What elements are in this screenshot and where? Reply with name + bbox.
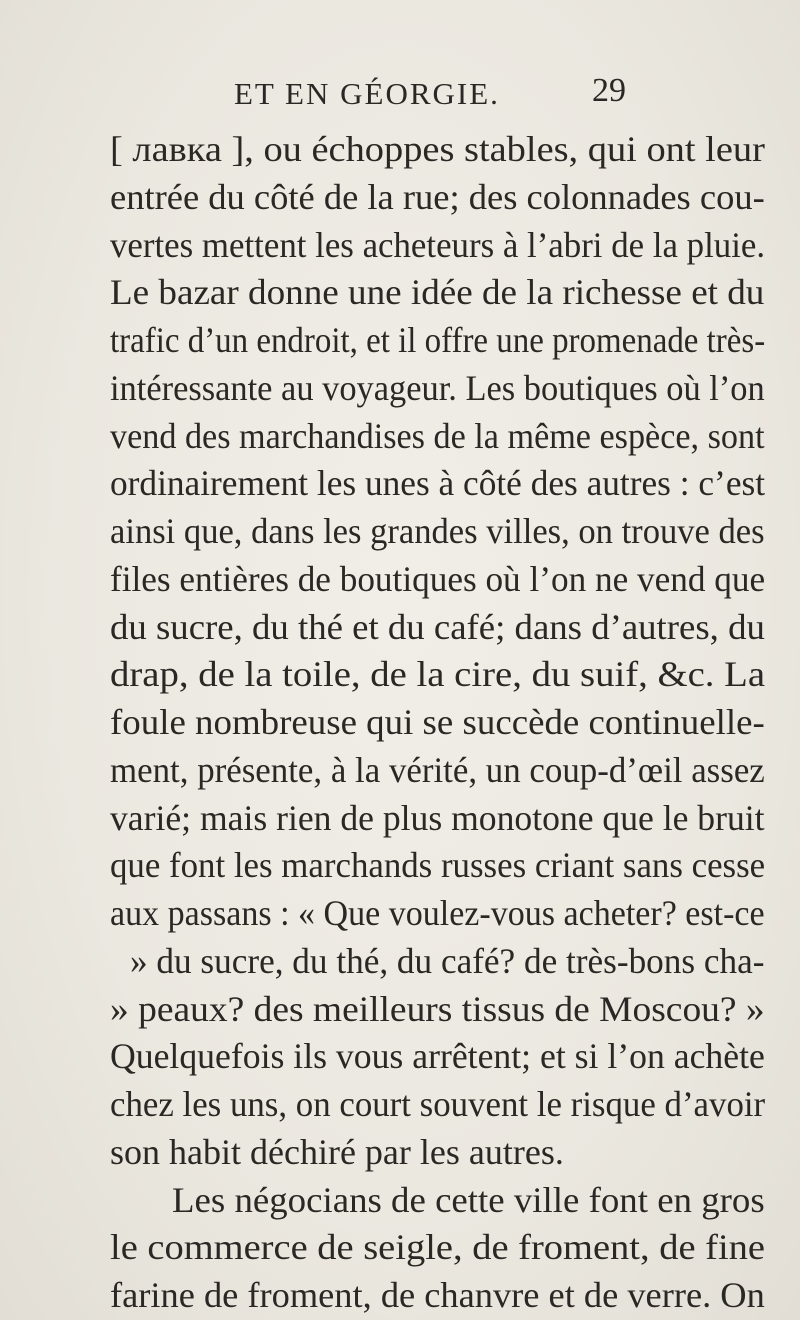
text-line: ordinairement les unes à côté des autres : c’est [110,463,766,503]
text-line: vend des marchandises de la même espèce, sont [110,416,765,456]
running-head [0,72,800,116]
text-line: » peaux? des meilleurs tissus de Moscou? » [110,989,765,1029]
text-line: chez les uns, on court souvent le risque d’avoir [110,1084,766,1124]
text-line: son habit déchiré par les autres. [110,1132,564,1172]
text-line: drap, de la toile, de la cire, du suif, &c. La [110,654,766,694]
text-line: entrée du côté de la rue; des colonnades cou- [110,177,765,217]
text-line: » du sucre, du thé, du café? de très-bons cha- [130,941,765,981]
text-line: [ лавка ], ou échoppes stables, qui ont leur [110,129,765,169]
text-line: du sucre, du thé et du café; dans d’autres, du [110,607,765,647]
text-line: ment, présente, à la vérité, un coup-d’œil assez [110,750,765,790]
text-line: Le bazar donne une idée de la richesse et du [110,272,765,312]
text-line: que font les marchands russes criant sans cesse [110,845,766,885]
text-line: aux passans : « Que voulez-vous acheter? est-ce [110,893,765,933]
text-line: le commerce de seigle, de froment, de fine [110,1227,766,1267]
text-line: Quelquefois ils vous arrêtent; et si l’on achète [110,1036,765,1076]
page-number: 29 [592,72,626,109]
running-title: ET EN GÉORGIE. [234,76,500,111]
text-line: trafic d’un endroit, et il offre une promenade très- [110,320,766,360]
text-line: ainsi que, dans les grandes villes, on trouve des [110,511,765,551]
text-line: vertes mettent les acheteurs à l’abri de la pluie. [110,225,766,265]
text-line: varié; mais rien de plus monotone que le bruit [110,798,765,838]
text-line: intéressante au voyageur. Les boutiques où l’on [110,368,765,408]
text-line: farine de froment, de chanvre et de verre. On [110,1275,765,1315]
text-line: foule nombreuse qui se succède continuelle- [110,702,765,742]
text-line: files entières de boutiques où l’on ne vend que [110,559,766,599]
text-line-paragraph-start: Les négocians de cette ville font en gros [172,1180,765,1220]
